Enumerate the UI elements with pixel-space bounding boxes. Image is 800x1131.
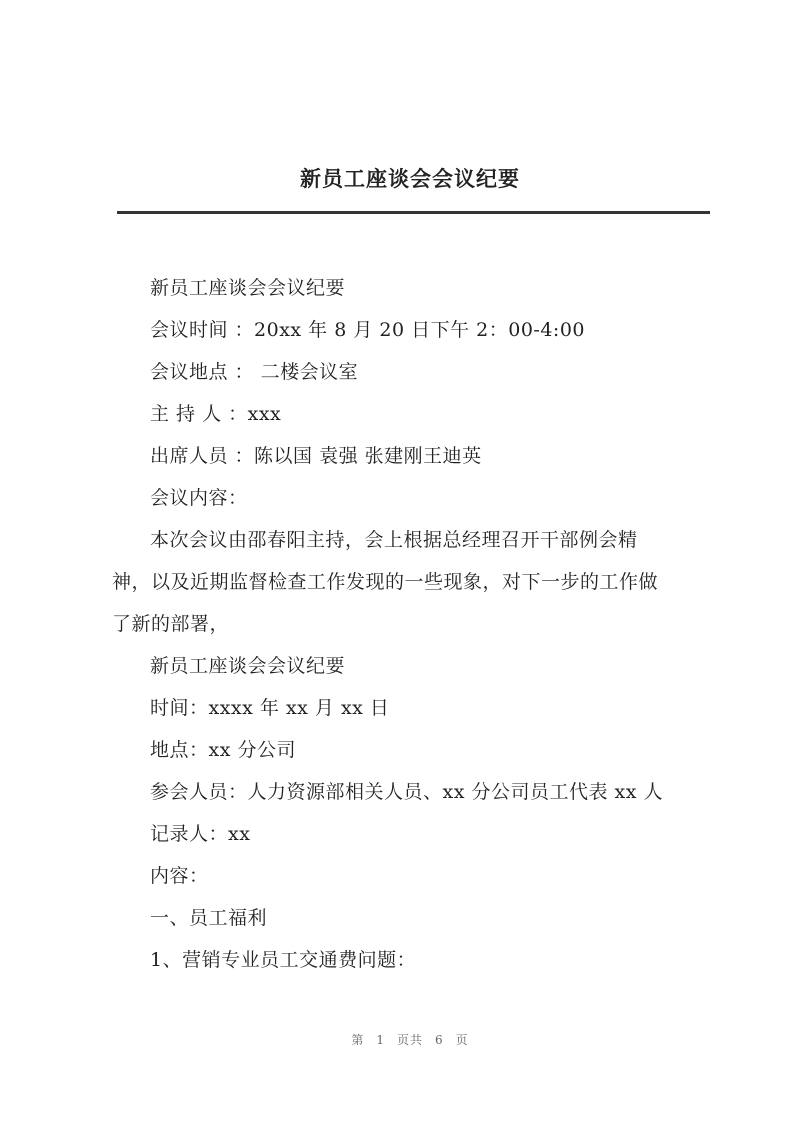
meeting-time-line: 会议时间 ：20xx 年 8 月 20 日下午 2：00-4:00 <box>150 319 586 341</box>
section-title-line: 新员工座谈会会议纪要 <box>150 655 346 677</box>
footer-suffix: 页 <box>455 1033 469 1047</box>
footer-prefix: 第 <box>351 1033 365 1047</box>
location-line: 地点：xx 分公司 <box>150 739 296 761</box>
page-footer <box>0 1031 800 1048</box>
meeting-location-line: 会议地点 ： 二楼会议室 <box>150 361 359 383</box>
attendees-line: 出席人员 ：陈以国 袁强 张建刚王迪英 <box>150 445 482 467</box>
footer-page-number: 1 <box>376 1033 385 1047</box>
title-underline <box>117 211 710 214</box>
recorder-line: 记录人：xx <box>150 823 251 845</box>
paragraph-line: 了新的部署， <box>112 613 230 635</box>
meeting-content-heading: 会议内容： <box>150 487 248 509</box>
footer-mid: 页共 <box>396 1033 423 1047</box>
paragraph-line: 神，以及近期监督检查工作发现的一些现象，对下一步的工作做 <box>112 571 659 593</box>
time-line: 时间：xxxx 年 xx 月 xx 日 <box>150 697 390 719</box>
participants-line: 参会人员：人力资源部相关人员、xx 分公司员工代表 xx 人 <box>150 781 663 803</box>
host-line: 主 持 人 ：xxx <box>150 403 282 425</box>
subtitle-line: 新员工座谈会会议纪要 <box>150 277 346 299</box>
benefits-heading: 一、员工福利 <box>150 907 268 929</box>
paragraph-line: 本次会议由邵春阳主持，会上根据总经理召开干部例会精 <box>150 529 638 551</box>
content-heading: 内容： <box>150 865 209 887</box>
document-title: 新员工座谈会会议纪要 <box>300 166 520 191</box>
transport-item-line: 1、营销专业员工交通费问题： <box>150 949 417 971</box>
footer-total-pages: 6 <box>435 1033 444 1047</box>
